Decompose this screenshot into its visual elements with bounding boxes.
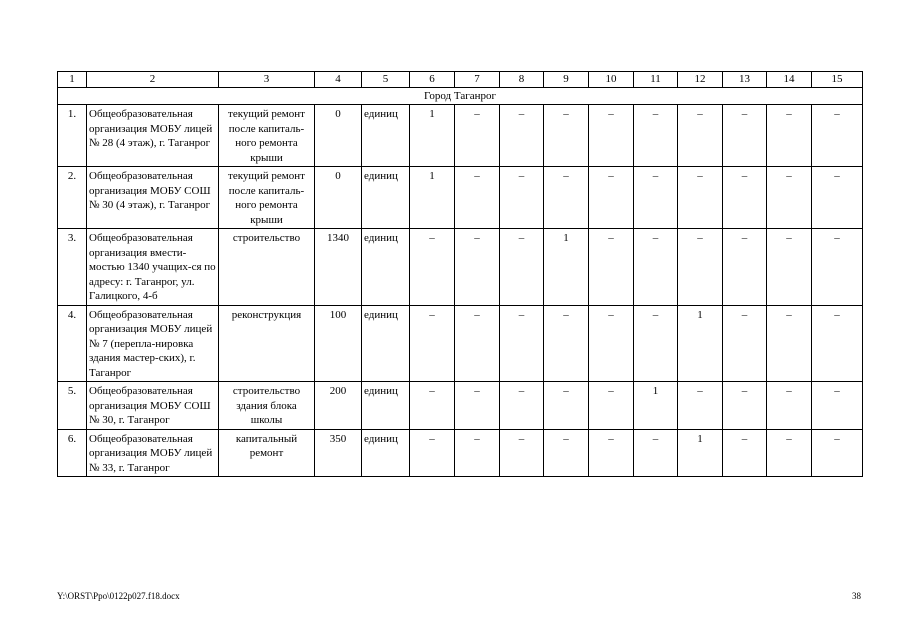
capacity: 350 — [315, 429, 362, 477]
value-cell: – — [767, 305, 812, 382]
value-cell: – — [500, 382, 544, 430]
table-row — [58, 167, 863, 229]
capacity: 0 — [315, 167, 362, 229]
city-row — [58, 88, 863, 105]
value-cell: – — [455, 382, 500, 430]
value-cell: – — [589, 167, 634, 229]
value-cell: – — [812, 429, 863, 477]
organization-name: Общеобразовательная организация МОБУ СОШ № 30, г. Таганрог — [87, 382, 219, 430]
value-cell: – — [634, 105, 678, 167]
value-cell: – — [634, 167, 678, 229]
work-type: строительство — [219, 229, 315, 306]
value-cell: – — [500, 167, 544, 229]
header-cell: 6 — [410, 72, 455, 88]
header-cell: 13 — [723, 72, 767, 88]
capacity: 1340 — [315, 229, 362, 306]
header-cell: 10 — [589, 72, 634, 88]
work-type: реконструкция — [219, 305, 315, 382]
value-cell: – — [544, 382, 589, 430]
table-row — [58, 305, 863, 382]
value-cell: – — [634, 429, 678, 477]
organization-name: Общеобразовательная организация МОБУ СОШ № 30 (4 этаж), г. Таганрог — [87, 167, 219, 229]
table-row — [58, 429, 863, 477]
value-cell: – — [723, 105, 767, 167]
row-number: 2. — [58, 167, 87, 229]
header-cell: 5 — [362, 72, 410, 88]
header-cell: 7 — [455, 72, 500, 88]
organization-name: Общеобразовательная организация МОБУ лицей № 7 (перепла-нировка здания мастер-ских), г. Таганрог — [87, 305, 219, 382]
value-cell: 1 — [410, 105, 455, 167]
table-header-row — [58, 72, 863, 88]
header-cell: 4 — [315, 72, 362, 88]
header-cell: 12 — [678, 72, 723, 88]
value-cell: – — [589, 105, 634, 167]
value-cell: – — [544, 305, 589, 382]
table-row — [58, 382, 863, 430]
value-cell: – — [812, 229, 863, 306]
value-cell: – — [812, 105, 863, 167]
unit: единиц — [362, 382, 410, 430]
value-cell: – — [767, 382, 812, 430]
value-cell: – — [678, 167, 723, 229]
value-cell: – — [678, 382, 723, 430]
work-type: текущий ремонт после капиталь-ного ремонта крыши — [219, 105, 315, 167]
value-cell: – — [723, 229, 767, 306]
value-cell: – — [723, 429, 767, 477]
value-cell: – — [410, 382, 455, 430]
value-cell: – — [589, 429, 634, 477]
value-cell: – — [455, 229, 500, 306]
capacity: 200 — [315, 382, 362, 430]
unit: единиц — [362, 105, 410, 167]
header-cell: 14 — [767, 72, 812, 88]
page-number: 38 — [852, 591, 861, 601]
value-cell: – — [678, 229, 723, 306]
row-number: 1. — [58, 105, 87, 167]
value-cell: 1 — [634, 382, 678, 430]
value-cell: – — [500, 305, 544, 382]
value-cell: – — [812, 305, 863, 382]
value-cell: – — [634, 305, 678, 382]
value-cell: – — [455, 105, 500, 167]
organization-name: Общеобразовательная организация МОБУ лицей № 28 (4 этаж), г. Таганрог — [87, 105, 219, 167]
row-number: 3. — [58, 229, 87, 306]
value-cell: – — [455, 167, 500, 229]
value-cell: – — [767, 105, 812, 167]
value-cell: – — [767, 229, 812, 306]
value-cell: 1 — [678, 305, 723, 382]
value-cell: – — [455, 429, 500, 477]
value-cell: – — [410, 305, 455, 382]
header-cell: 3 — [219, 72, 315, 88]
value-cell: – — [767, 167, 812, 229]
unit: единиц — [362, 229, 410, 306]
header-cell: 11 — [634, 72, 678, 88]
value-cell: – — [500, 229, 544, 306]
work-type: текущий ремонт после капиталь-ного ремонта крыши — [219, 167, 315, 229]
value-cell: – — [678, 105, 723, 167]
value-cell: – — [410, 229, 455, 306]
value-cell: – — [812, 382, 863, 430]
table-row — [58, 105, 863, 167]
value-cell: – — [500, 429, 544, 477]
unit: единиц — [362, 305, 410, 382]
value-cell: – — [455, 305, 500, 382]
value-cell: – — [812, 167, 863, 229]
unit: единиц — [362, 167, 410, 229]
unit: единиц — [362, 429, 410, 477]
value-cell: – — [723, 382, 767, 430]
row-number: 4. — [58, 305, 87, 382]
value-cell: – — [767, 429, 812, 477]
capacity: 0 — [315, 105, 362, 167]
header-cell: 2 — [87, 72, 219, 88]
value-cell: 1 — [678, 429, 723, 477]
work-type: строительство здания блока школы — [219, 382, 315, 430]
data-table — [57, 71, 863, 477]
value-cell: 1 — [544, 229, 589, 306]
value-cell: – — [589, 229, 634, 306]
organization-name: Общеобразовательная организация МОБУ лицей № 33, г. Таганрог — [87, 429, 219, 477]
city-heading: Город Таганрог — [58, 88, 863, 105]
table-row — [58, 229, 863, 306]
work-type: капитальный ремонт — [219, 429, 315, 477]
value-cell: – — [723, 167, 767, 229]
row-number: 5. — [58, 382, 87, 430]
value-cell: – — [589, 382, 634, 430]
capacity: 100 — [315, 305, 362, 382]
value-cell: – — [544, 167, 589, 229]
value-cell: 1 — [410, 167, 455, 229]
value-cell: – — [589, 305, 634, 382]
header-cell: 1 — [58, 72, 87, 88]
value-cell: – — [544, 429, 589, 477]
header-cell: 9 — [544, 72, 589, 88]
value-cell: – — [500, 105, 544, 167]
value-cell: – — [544, 105, 589, 167]
value-cell: – — [634, 229, 678, 306]
row-number: 6. — [58, 429, 87, 477]
value-cell: – — [410, 429, 455, 477]
value-cell: – — [723, 305, 767, 382]
file-path: Y:\ORST\Ppo\0122p027.f18.docx — [57, 591, 180, 601]
organization-name: Общеобразовательная организация вмести-мостью 1340 учащих-ся по адресу: г. Таганрог, ул. Галицкого, 4-б — [87, 229, 219, 306]
header-cell: 8 — [500, 72, 544, 88]
header-cell: 15 — [812, 72, 863, 88]
